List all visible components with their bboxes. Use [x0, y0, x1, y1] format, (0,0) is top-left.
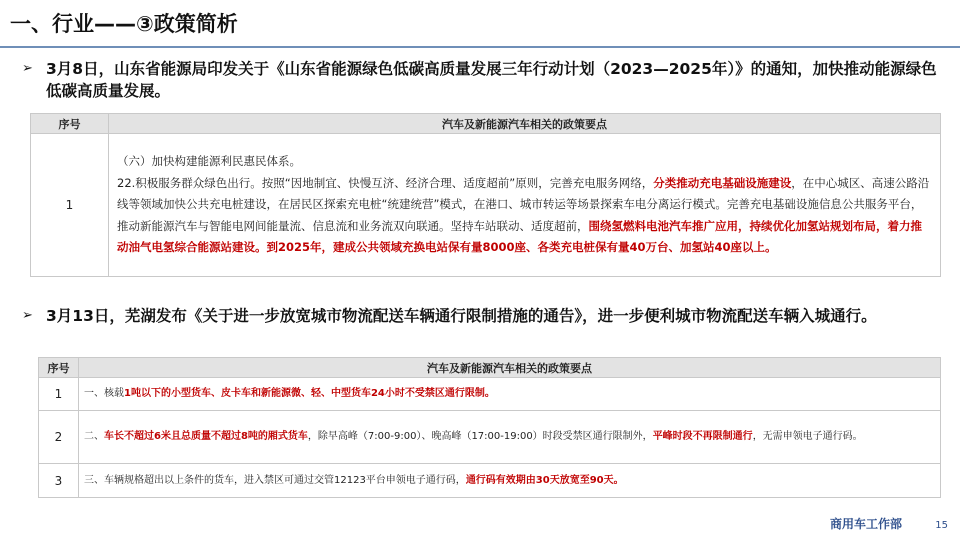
policy-text: 二、: [84, 431, 104, 442]
policy-line: （六）加快构建能源利民惠民体系。: [117, 154, 301, 169]
col-header-points: 汽车及新能源汽车相关的政策要点: [79, 358, 941, 378]
policy-text: ，在中心城区、高速公路沿线等领域加快公共充电桩建设，在居民区探索充电桩“统建统营”模式，在港口、城市转运等场景探索车电分离运行模式。完善充电基础设施信息公共服务平台，推动新能源汽车与智能电网间能量流、信息流和业务流双向联通。坚持车站联动、适度超前，: [117, 175, 930, 233]
table-header-row: [39, 358, 941, 378]
department-label: 商用车工作部: [829, 517, 902, 531]
page-number: 15: [935, 520, 948, 531]
table-row: [39, 411, 941, 464]
policy-paragraph: [117, 173, 932, 259]
table-row: [39, 378, 941, 411]
row-index: 2: [39, 411, 79, 464]
policy-highlight: 围绕氢燃料电池汽车推广应用，持续优化加氢站规划布局，着力推动油气电氢综合能源站建设。到2025年，建成公共领域充换电站保有量8000座、各类充电桩保有量40万台、加氢站40座以上。: [117, 218, 922, 255]
policy-highlight: 分类推动充电基础设施建设: [653, 175, 792, 190]
section1-heading-text: 3月8日，山东省能源局印发关于《山东省能源绿色低碳高质量发展三年行动计划（2023—2025年）》的通知，加快推动能源绿色低碳高质量发展。: [46, 60, 937, 100]
section2-heading: [22, 305, 946, 327]
section2-heading-text: 3月13日，芜湖发布《关于进一步放宽城市物流配送车辆通行限制措施的通告》，进一步便利城市物流配送车辆入城通行。: [46, 307, 877, 325]
row-index: 1: [31, 134, 109, 277]
title-divider: [0, 46, 960, 48]
policy-highlight: 1吨以下的小型货车、皮卡车和新能源微、轻、中型货车24小时不受禁区通行限制。: [124, 388, 495, 399]
policy-text: ，除早高峰（7:00-9:00）、晚高峰（17:00-19:00）时段受禁区通行限制外，: [307, 431, 653, 442]
arrow-bullet-icon: ➢: [22, 61, 33, 76]
policy-text: 三、车辆规格超出以上条件的货车，进入禁区可通过交管12123平台申领电子通行码，: [84, 474, 466, 486]
policy-points-cell: [79, 464, 941, 498]
table-header-row: [31, 114, 941, 134]
policy-table-2: [38, 357, 941, 498]
col-header-points: 汽车及新能源汽车相关的政策要点: [109, 114, 941, 134]
policy-points-cell: [79, 378, 941, 411]
col-header-index: 序号: [39, 358, 79, 378]
row-index: 3: [39, 464, 79, 498]
row-index: 1: [39, 378, 79, 411]
arrow-bullet-icon: ➢: [22, 308, 33, 323]
page-title: 一、行业——③政策简析: [10, 12, 238, 36]
policy-highlight: 平峰时段不再限制通行: [652, 431, 753, 442]
policy-text: 一、核载: [84, 388, 124, 399]
policy-table-1: [30, 113, 941, 277]
policy-text: ，无需申领电子通行码。: [752, 431, 863, 442]
table-row: [31, 134, 941, 277]
col-header-index: 序号: [31, 114, 109, 134]
policy-text: 22.积极服务群众绿色出行。按照“因地制宜、快慢互济、经济合理、适度超前”原则，完善充电服务网络，: [117, 175, 654, 190]
policy-highlight: 通行码有效期由30天放宽至90天。: [465, 474, 624, 486]
table-row: [39, 464, 941, 498]
policy-highlight: 车长不超过6米且总质量不超过8吨的厢式货车: [104, 431, 308, 442]
section1-heading: [22, 58, 946, 102]
policy-points-cell: [79, 411, 941, 464]
policy-points-cell: [109, 134, 941, 277]
